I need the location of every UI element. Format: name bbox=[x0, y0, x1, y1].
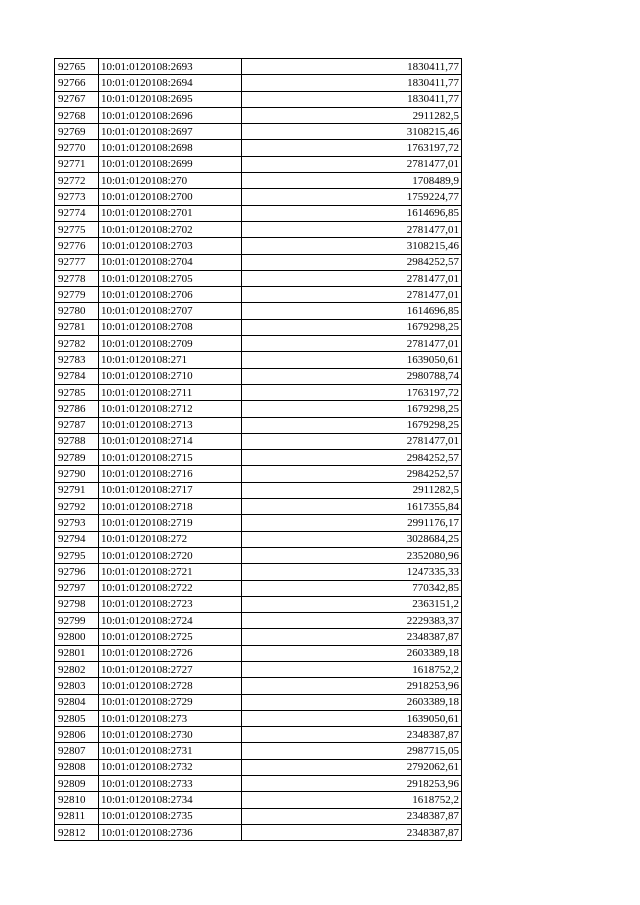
row-number-cell: 92784 bbox=[55, 368, 99, 384]
row-number-cell: 92796 bbox=[55, 564, 99, 580]
cadastral-number-cell: 10:01:0120108:2723 bbox=[99, 596, 242, 612]
cadastral-number-cell: 10:01:0120108:2726 bbox=[99, 645, 242, 661]
value-cell: 1830411,77 bbox=[242, 91, 462, 107]
table-row bbox=[55, 384, 462, 400]
value-cell: 1679298,25 bbox=[242, 401, 462, 417]
cadastral-number-cell: 10:01:0120108:2703 bbox=[99, 238, 242, 254]
row-number-cell: 92774 bbox=[55, 205, 99, 221]
value-cell: 2348387,87 bbox=[242, 824, 462, 840]
cadastral-number-cell: 10:01:0120108:2709 bbox=[99, 336, 242, 352]
table-row bbox=[55, 450, 462, 466]
value-cell: 2987715,05 bbox=[242, 743, 462, 759]
table-row bbox=[55, 124, 462, 140]
cadastral-number-cell: 10:01:0120108:2735 bbox=[99, 808, 242, 824]
table-row bbox=[55, 645, 462, 661]
row-number-cell: 92780 bbox=[55, 303, 99, 319]
row-number-cell: 92791 bbox=[55, 482, 99, 498]
row-number-cell: 92785 bbox=[55, 384, 99, 400]
table-row bbox=[55, 482, 462, 498]
table-row bbox=[55, 107, 462, 123]
value-cell: 2781477,01 bbox=[242, 336, 462, 352]
table-row bbox=[55, 499, 462, 515]
value-cell: 1830411,77 bbox=[242, 75, 462, 91]
row-number-cell: 92800 bbox=[55, 629, 99, 645]
table-row bbox=[55, 156, 462, 172]
table-row bbox=[55, 564, 462, 580]
data-table bbox=[54, 58, 462, 841]
table-row bbox=[55, 694, 462, 710]
value-cell: 2348387,87 bbox=[242, 808, 462, 824]
cadastral-number-cell: 10:01:0120108:273 bbox=[99, 710, 242, 726]
row-number-cell: 92811 bbox=[55, 808, 99, 824]
table-row bbox=[55, 221, 462, 237]
row-number-cell: 92773 bbox=[55, 189, 99, 205]
table-row bbox=[55, 205, 462, 221]
cadastral-number-cell: 10:01:0120108:2727 bbox=[99, 661, 242, 677]
cadastral-number-cell: 10:01:0120108:2724 bbox=[99, 613, 242, 629]
cadastral-number-cell: 10:01:0120108:2693 bbox=[99, 59, 242, 75]
value-cell: 2781477,01 bbox=[242, 221, 462, 237]
value-cell: 2991176,17 bbox=[242, 515, 462, 531]
table-row bbox=[55, 59, 462, 75]
cadastral-number-cell: 10:01:0120108:2712 bbox=[99, 401, 242, 417]
value-cell: 2352080,96 bbox=[242, 547, 462, 563]
row-number-cell: 92766 bbox=[55, 75, 99, 91]
table-row bbox=[55, 140, 462, 156]
cadastral-number-cell: 10:01:0120108:2694 bbox=[99, 75, 242, 91]
table-row bbox=[55, 808, 462, 824]
row-number-cell: 92793 bbox=[55, 515, 99, 531]
cadastral-number-cell: 10:01:0120108:2736 bbox=[99, 824, 242, 840]
value-cell: 2984252,57 bbox=[242, 254, 462, 270]
table-body bbox=[55, 59, 462, 841]
row-number-cell: 92812 bbox=[55, 824, 99, 840]
cadastral-number-cell: 10:01:0120108:272 bbox=[99, 531, 242, 547]
table-row bbox=[55, 254, 462, 270]
value-cell: 1639050,61 bbox=[242, 352, 462, 368]
table-row bbox=[55, 661, 462, 677]
table-row bbox=[55, 238, 462, 254]
table-row bbox=[55, 270, 462, 286]
table-row bbox=[55, 776, 462, 792]
table-row bbox=[55, 368, 462, 384]
value-cell: 1614696,85 bbox=[242, 303, 462, 319]
value-cell: 1639050,61 bbox=[242, 710, 462, 726]
row-number-cell: 92783 bbox=[55, 352, 99, 368]
cadastral-number-cell: 10:01:0120108:2718 bbox=[99, 499, 242, 515]
cadastral-number-cell: 10:01:0120108:2704 bbox=[99, 254, 242, 270]
row-number-cell: 92765 bbox=[55, 59, 99, 75]
row-number-cell: 92777 bbox=[55, 254, 99, 270]
table-row bbox=[55, 792, 462, 808]
cadastral-number-cell: 10:01:0120108:2695 bbox=[99, 91, 242, 107]
cadastral-number-cell: 10:01:0120108:2725 bbox=[99, 629, 242, 645]
row-number-cell: 92794 bbox=[55, 531, 99, 547]
table-row bbox=[55, 531, 462, 547]
value-cell: 1679298,25 bbox=[242, 417, 462, 433]
row-number-cell: 92790 bbox=[55, 466, 99, 482]
cadastral-number-cell: 10:01:0120108:2696 bbox=[99, 107, 242, 123]
cadastral-number-cell: 10:01:0120108:2716 bbox=[99, 466, 242, 482]
row-number-cell: 92772 bbox=[55, 173, 99, 189]
value-cell: 1759224,77 bbox=[242, 189, 462, 205]
cadastral-number-cell: 10:01:0120108:2730 bbox=[99, 727, 242, 743]
table-row bbox=[55, 287, 462, 303]
table-row bbox=[55, 596, 462, 612]
cadastral-number-cell: 10:01:0120108:270 bbox=[99, 173, 242, 189]
row-number-cell: 92803 bbox=[55, 678, 99, 694]
value-cell: 2603389,18 bbox=[242, 694, 462, 710]
value-cell: 2911282,5 bbox=[242, 482, 462, 498]
value-cell: 2348387,87 bbox=[242, 629, 462, 645]
cadastral-number-cell: 10:01:0120108:2715 bbox=[99, 450, 242, 466]
table-row bbox=[55, 824, 462, 840]
row-number-cell: 92787 bbox=[55, 417, 99, 433]
row-number-cell: 92786 bbox=[55, 401, 99, 417]
table-row bbox=[55, 189, 462, 205]
cadastral-number-cell: 10:01:0120108:2732 bbox=[99, 759, 242, 775]
cadastral-number-cell: 10:01:0120108:2702 bbox=[99, 221, 242, 237]
row-number-cell: 92801 bbox=[55, 645, 99, 661]
cadastral-number-cell: 10:01:0120108:2710 bbox=[99, 368, 242, 384]
value-cell: 1763197,72 bbox=[242, 384, 462, 400]
cadastral-number-cell: 10:01:0120108:2717 bbox=[99, 482, 242, 498]
cadastral-number-cell: 10:01:0120108:2722 bbox=[99, 580, 242, 596]
table-row bbox=[55, 613, 462, 629]
row-number-cell: 92776 bbox=[55, 238, 99, 254]
cadastral-number-cell: 10:01:0120108:2705 bbox=[99, 270, 242, 286]
cadastral-number-cell: 10:01:0120108:2711 bbox=[99, 384, 242, 400]
cadastral-number-cell: 10:01:0120108:2731 bbox=[99, 743, 242, 759]
row-number-cell: 92782 bbox=[55, 336, 99, 352]
row-number-cell: 92778 bbox=[55, 270, 99, 286]
cadastral-number-cell: 10:01:0120108:2700 bbox=[99, 189, 242, 205]
value-cell: 2980788,74 bbox=[242, 368, 462, 384]
cadastral-number-cell: 10:01:0120108:2734 bbox=[99, 792, 242, 808]
value-cell: 1247335,33 bbox=[242, 564, 462, 580]
row-number-cell: 92771 bbox=[55, 156, 99, 172]
value-cell: 1614696,85 bbox=[242, 205, 462, 221]
table-row bbox=[55, 727, 462, 743]
row-number-cell: 92792 bbox=[55, 499, 99, 515]
value-cell: 2792062,61 bbox=[242, 759, 462, 775]
row-number-cell: 92781 bbox=[55, 319, 99, 335]
row-number-cell: 92809 bbox=[55, 776, 99, 792]
table-row bbox=[55, 547, 462, 563]
table-row bbox=[55, 515, 462, 531]
table-row bbox=[55, 580, 462, 596]
cadastral-number-cell: 10:01:0120108:2720 bbox=[99, 547, 242, 563]
value-cell: 1830411,77 bbox=[242, 59, 462, 75]
value-cell: 2781477,01 bbox=[242, 156, 462, 172]
row-number-cell: 92795 bbox=[55, 547, 99, 563]
value-cell: 1708489,9 bbox=[242, 173, 462, 189]
cadastral-number-cell: 10:01:0120108:271 bbox=[99, 352, 242, 368]
value-cell: 2984252,57 bbox=[242, 450, 462, 466]
table-row bbox=[55, 678, 462, 694]
row-number-cell: 92810 bbox=[55, 792, 99, 808]
cadastral-number-cell: 10:01:0120108:2699 bbox=[99, 156, 242, 172]
cadastral-number-cell: 10:01:0120108:2697 bbox=[99, 124, 242, 140]
table-row bbox=[55, 75, 462, 91]
cadastral-number-cell: 10:01:0120108:2707 bbox=[99, 303, 242, 319]
table-row bbox=[55, 417, 462, 433]
row-number-cell: 92797 bbox=[55, 580, 99, 596]
row-number-cell: 92768 bbox=[55, 107, 99, 123]
cadastral-number-cell: 10:01:0120108:2698 bbox=[99, 140, 242, 156]
row-number-cell: 92769 bbox=[55, 124, 99, 140]
table-row bbox=[55, 352, 462, 368]
row-number-cell: 92806 bbox=[55, 727, 99, 743]
row-number-cell: 92804 bbox=[55, 694, 99, 710]
value-cell: 2781477,01 bbox=[242, 287, 462, 303]
value-cell: 1618752,2 bbox=[242, 661, 462, 677]
table-row bbox=[55, 466, 462, 482]
table-row bbox=[55, 710, 462, 726]
table-row bbox=[55, 319, 462, 335]
row-number-cell: 92788 bbox=[55, 433, 99, 449]
cadastral-number-cell: 10:01:0120108:2719 bbox=[99, 515, 242, 531]
value-cell: 3028684,25 bbox=[242, 531, 462, 547]
table-row bbox=[55, 401, 462, 417]
cadastral-number-cell: 10:01:0120108:2729 bbox=[99, 694, 242, 710]
table-row bbox=[55, 91, 462, 107]
value-cell: 2984252,57 bbox=[242, 466, 462, 482]
value-cell: 3108215,46 bbox=[242, 238, 462, 254]
value-cell: 2911282,5 bbox=[242, 107, 462, 123]
value-cell: 1617355,84 bbox=[242, 499, 462, 515]
row-number-cell: 92775 bbox=[55, 221, 99, 237]
cadastral-number-cell: 10:01:0120108:2713 bbox=[99, 417, 242, 433]
row-number-cell: 92807 bbox=[55, 743, 99, 759]
row-number-cell: 92770 bbox=[55, 140, 99, 156]
row-number-cell: 92767 bbox=[55, 91, 99, 107]
table-row bbox=[55, 759, 462, 775]
cadastral-number-cell: 10:01:0120108:2721 bbox=[99, 564, 242, 580]
cadastral-number-cell: 10:01:0120108:2733 bbox=[99, 776, 242, 792]
table-row bbox=[55, 433, 462, 449]
table-row bbox=[55, 743, 462, 759]
row-number-cell: 92808 bbox=[55, 759, 99, 775]
value-cell: 2918253,96 bbox=[242, 678, 462, 694]
value-cell: 2348387,87 bbox=[242, 727, 462, 743]
value-cell: 2781477,01 bbox=[242, 270, 462, 286]
value-cell: 2603389,18 bbox=[242, 645, 462, 661]
row-number-cell: 92805 bbox=[55, 710, 99, 726]
value-cell: 2363151,2 bbox=[242, 596, 462, 612]
row-number-cell: 92802 bbox=[55, 661, 99, 677]
cadastral-number-cell: 10:01:0120108:2706 bbox=[99, 287, 242, 303]
table-row bbox=[55, 173, 462, 189]
value-cell: 1679298,25 bbox=[242, 319, 462, 335]
value-cell: 770342,85 bbox=[242, 580, 462, 596]
table-row bbox=[55, 336, 462, 352]
value-cell: 3108215,46 bbox=[242, 124, 462, 140]
cadastral-number-cell: 10:01:0120108:2701 bbox=[99, 205, 242, 221]
value-cell: 2229383,37 bbox=[242, 613, 462, 629]
cadastral-number-cell: 10:01:0120108:2708 bbox=[99, 319, 242, 335]
row-number-cell: 92779 bbox=[55, 287, 99, 303]
row-number-cell: 92789 bbox=[55, 450, 99, 466]
cadastral-number-cell: 10:01:0120108:2728 bbox=[99, 678, 242, 694]
value-cell: 2781477,01 bbox=[242, 433, 462, 449]
row-number-cell: 92798 bbox=[55, 596, 99, 612]
value-cell: 2918253,96 bbox=[242, 776, 462, 792]
cadastral-number-cell: 10:01:0120108:2714 bbox=[99, 433, 242, 449]
value-cell: 1618752,2 bbox=[242, 792, 462, 808]
table-row bbox=[55, 629, 462, 645]
table-row bbox=[55, 303, 462, 319]
row-number-cell: 92799 bbox=[55, 613, 99, 629]
value-cell: 1763197,72 bbox=[242, 140, 462, 156]
